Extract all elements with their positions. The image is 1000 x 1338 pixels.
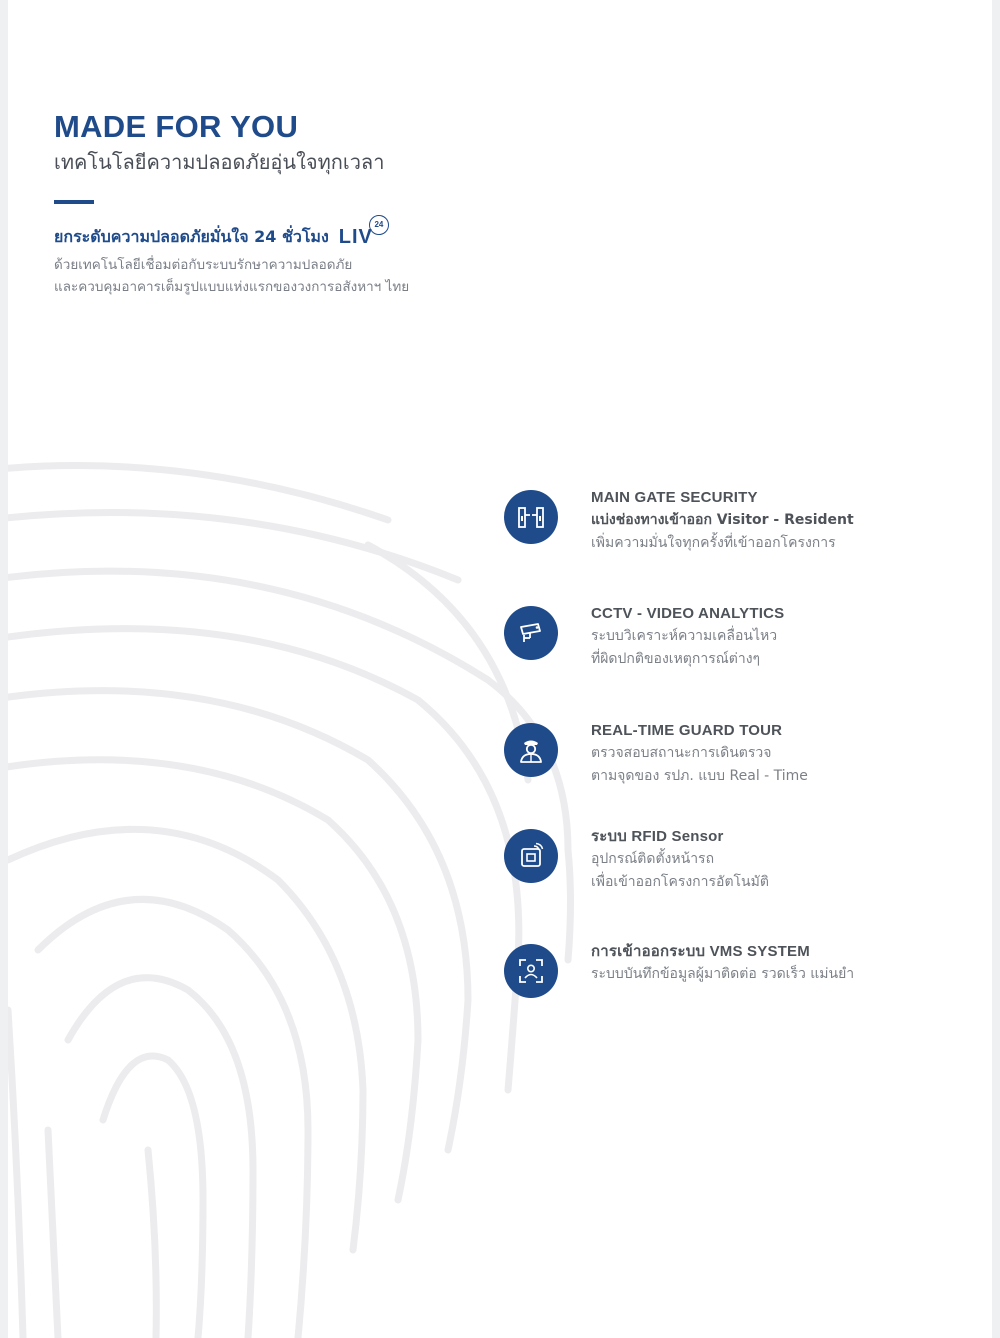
feature-title: REAL-TIME GUARD TOUR	[591, 722, 783, 739]
feature-title: MAIN GATE SECURITY	[591, 489, 758, 506]
header-section	[54, 108, 754, 298]
feature-line: อุปกรณ์ติดตั้งหน้ารถ	[591, 851, 715, 867]
brand-logo	[338, 220, 384, 248]
feature-line: ตามจุดของ รปภ. แบบ Real - Time	[591, 768, 808, 784]
feature-line: ระบบบันทึกข้อมูลผู้มาติดต่อ รวดเร็ว แม่นยำ	[591, 966, 855, 982]
feature-title: CCTV - VIDEO ANALYTICS	[591, 605, 785, 622]
feature-line: ที่ผิดปกติของเหตุการณ์ต่างๆ	[591, 651, 761, 667]
page-title: MADE FOR YOU	[54, 109, 299, 144]
face-scan-icon	[504, 944, 558, 998]
feature-title: การเข้าออกระบบ VMS SYSTEM	[591, 943, 810, 960]
feature-vms-system	[504, 940, 974, 998]
rfid-icon	[504, 829, 558, 883]
description	[54, 254, 754, 298]
page-subtitle: เทคโนโลยีความปลอดภัยอุ่นใจทุกเวลา	[54, 150, 385, 174]
guard-icon	[504, 723, 558, 777]
feature-line: แบ่งช่องทางเข้าออก Visitor - Resident	[591, 512, 854, 528]
title-divider	[54, 200, 94, 204]
description-line: และควบคุมอาคารเต็มรูปแบบแห่งแรกของวงการอสังหาฯ ไทย	[54, 279, 410, 295]
feature-title: ระบบ RFID Sensor	[591, 828, 724, 845]
feature-cctv-video-analytics	[504, 602, 974, 671]
gate-icon	[504, 490, 558, 544]
brand-name: LIV	[338, 226, 373, 248]
feature-line: เพื่อเข้าออกโครงการอัตโนมัติ	[591, 874, 769, 890]
feature-line: เพิ่มความมั่นใจทุกครั้งที่เข้าออกโครงการ	[591, 535, 836, 551]
feature-rfid-sensor	[504, 825, 974, 894]
feature-line: ตรวจสอบสถานะการเดินตรวจ	[591, 745, 772, 761]
brand-badge: 24	[369, 215, 389, 235]
description-line: ด้วยเทคโนโลยีเชื่อมต่อกับระบบรักษาความปลอดภัย	[54, 257, 353, 273]
feature-real-time-guard-tour	[504, 719, 974, 788]
brochure-page	[8, 0, 992, 1338]
feature-line: ระบบวิเคราะห์ความเคลื่อนไหว	[591, 628, 778, 644]
cctv-icon	[504, 606, 558, 660]
tagline	[54, 220, 754, 248]
feature-main-gate-security	[504, 486, 974, 555]
tagline-text: ยกระดับความปลอดภัยมั่นใจ 24 ชั่วโมง	[54, 227, 329, 246]
